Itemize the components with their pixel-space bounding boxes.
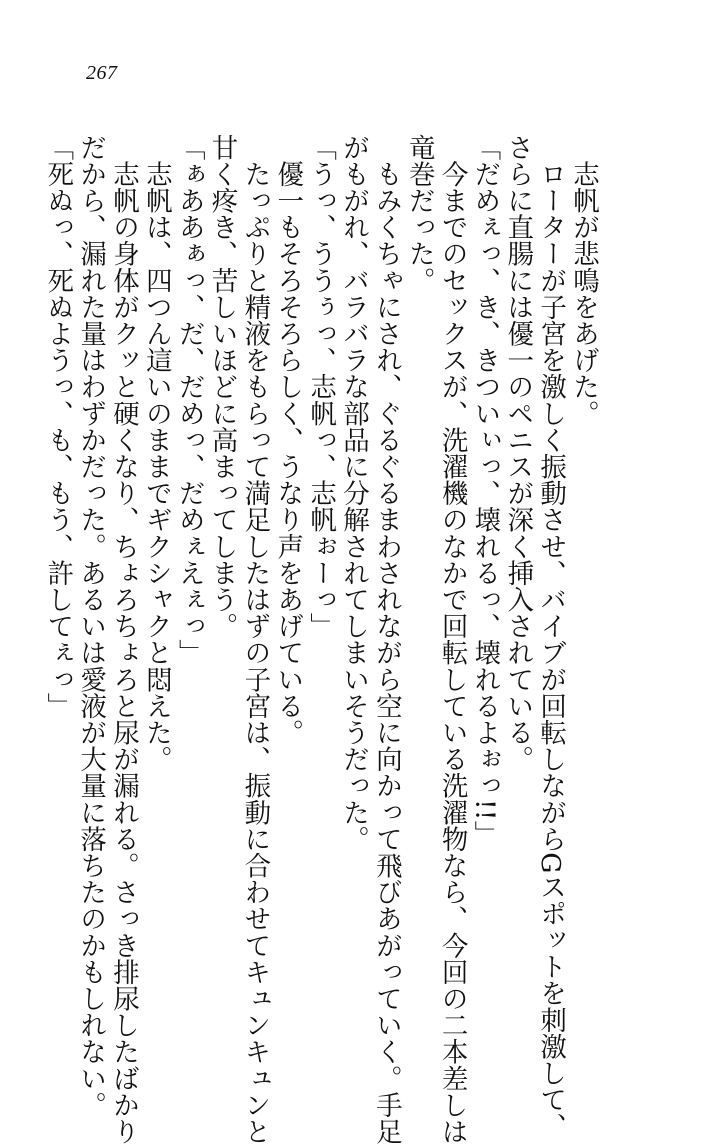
- text-line: 志帆が悲鳴をあげた。: [568, 134, 599, 427]
- text-line: 「うっ、ううぅっ、志帆っ、志帆ぉーっ」: [305, 134, 337, 640]
- text-line: 「ぁああぁっ、だ、だめっ、だめぇえぇっ」: [173, 134, 205, 666]
- text-line: さらに直腸には優一のペニスが深く挿入されている。: [502, 134, 534, 773]
- text-line: 志帆の身体がクッと硬くなり、ちょろちょろと尿が漏れる。さっき排尿したばかり: [107, 134, 139, 1145]
- text-line: 優一もそろそろらしく、うなり声をあげている。: [272, 134, 304, 746]
- text-line: 「死ぬっ、死ぬようっ、も、もう、許してぇっ」: [42, 134, 74, 720]
- text-line: 竜巻だった。: [403, 134, 435, 294]
- text-line: 「だめぇっ、き、きついぃっ、壊れるっ、壊れるよぉっ!!」: [469, 134, 501, 848]
- text-line: もみくちゃにされ、ぐるぐるまわされながら空に向かって飛びあがっていく。手足: [370, 134, 402, 1145]
- text-line: 志帆は、四つん這いのままでギクシャクと悶えた。: [140, 134, 172, 773]
- text-line: 甘く疼き、苦しいほどに高まってしまう。: [206, 134, 238, 640]
- text-line: 今までのセックスが、洗濯機のなかで回転している洗濯物なら、今回の二本差しは: [436, 134, 468, 1145]
- text-line: がもがれ、バラバラな部品に分解されてしまいそうだった。: [337, 134, 369, 853]
- text-line: だから、漏れた量はわずかだった。あるいは愛液が大量に落ちたのかもしれない。: [75, 134, 107, 1119]
- page-number: 267: [86, 62, 118, 84]
- text-line: ローターが子宮を激しく振動させ、バイブが回転しながらGスポットを刺激して、: [535, 134, 567, 1140]
- text-line: たっぷりと精液をもらって満足したはずの子宮は、振動に合わせてキュンキュンと: [239, 134, 271, 1145]
- body-text: [40, 134, 599, 1145]
